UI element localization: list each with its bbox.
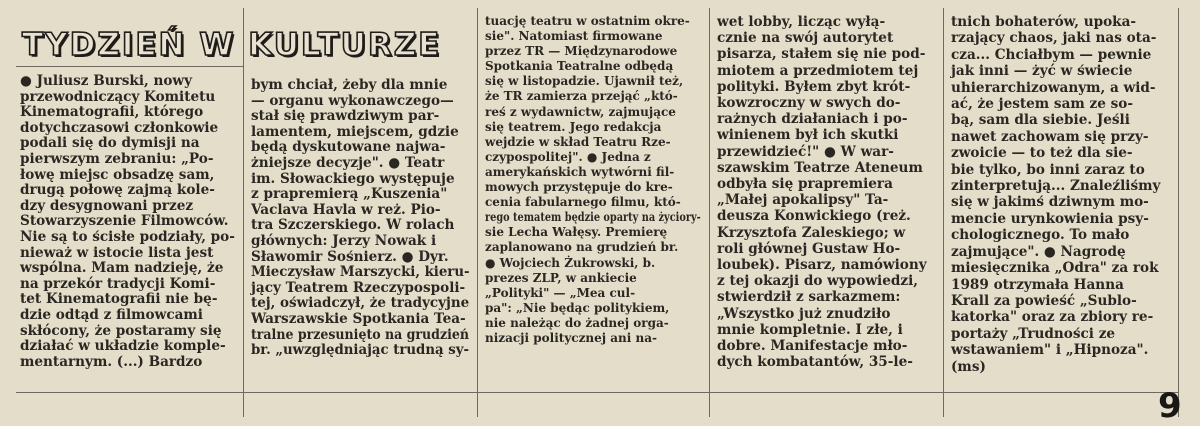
heading-underline — [16, 66, 244, 67]
text-line: winienem był ich skutki — [717, 127, 899, 144]
text-line: przewodniczący Komitetu — [20, 88, 216, 105]
text-line: dzy desygnowani przez — [20, 197, 194, 214]
column-rule — [477, 8, 478, 417]
text-line: zajmujące". ● Nagrodę — [951, 243, 1126, 260]
text-line: „Wszystko już znudziło — [717, 305, 891, 322]
text-line: „Polityki" — „Mea cul- — [485, 285, 636, 300]
text-line: bą, sam dla siebie. Jeśli — [951, 112, 1130, 129]
text-line: cenia fabularnego filmu, któ- — [485, 195, 681, 210]
text-line: ● Juliusz Burski, nowy — [20, 73, 193, 89]
text-line: prezes ZLP, w ankiecie — [485, 270, 637, 285]
text-line: sie Lecha Wałęsy. Premierę — [485, 225, 668, 240]
page-number: 9 — [1158, 386, 1182, 426]
text-line: pa": „Nie będąc politykiem, — [485, 300, 670, 315]
text-line: szawskim Teatrze Ateneum — [717, 159, 923, 176]
text-line: żniejsze decyzje". ● Teatr — [251, 154, 445, 171]
text-line: mnie kompletnie. I złe, i — [717, 321, 903, 338]
text-line: rego tematem będzie oparty na życiory- — [485, 210, 701, 225]
column-rule — [1178, 8, 1179, 417]
text-line: kowzroczny w swych do- — [717, 95, 901, 112]
text-line: chologicznego. To mało — [951, 227, 1130, 244]
text-line: czypospolitej". ● Jedna z — [485, 149, 651, 164]
text-line: tra Szczerskiego. W rolach — [251, 217, 455, 234]
text-line: Krall za powieść „Sublo- — [951, 292, 1137, 309]
text-line: Spotkania Teatralne odbędą — [485, 59, 674, 74]
text-line: wstawaniem" i „Hipnoza". — [951, 342, 1149, 359]
text-line: rażnych działaniach i po- — [717, 111, 908, 128]
text-line: jak inni — żyć w świecie — [951, 63, 1133, 80]
text-line: Krzysztofa Zaleskiego; w — [717, 224, 906, 241]
text-line: mowych przystępuje do kre- — [485, 180, 673, 195]
article-column-3 — [485, 14, 701, 346]
text-line: drugą połowę zajmą kole- — [20, 182, 215, 199]
text-line: deusza Konwickiego (reż. — [717, 208, 911, 225]
text-line: im. Słowackiego występuje — [251, 170, 455, 187]
article-column-5 — [951, 14, 1169, 375]
text-line: przez TR — Międzynarodowe — [485, 44, 678, 59]
text-line: katorka" oraz za zbiory re- — [951, 309, 1154, 326]
text-line: dobre. Manifestacje mło- — [717, 338, 908, 355]
text-line: Kinematografii, którego — [20, 104, 204, 121]
column-rule — [243, 8, 244, 417]
text-line: z prapremierą „Kuszenia" — [251, 186, 448, 203]
text-line: będą dyskutowane najwa- — [251, 139, 446, 156]
text-line: uhierarchizowanym, a wid- — [951, 79, 1156, 96]
text-line: roli głównej Gustaw Ho- — [717, 240, 901, 257]
text-line: odbyła się prapremiera — [717, 176, 893, 193]
text-line: bie tylko, bo inni zaraz to — [951, 161, 1145, 178]
bottom-rule — [16, 392, 1178, 393]
text-line: portaży „Trudności ze — [951, 325, 1116, 342]
text-line: ● Wojciech Żukrowski, b. — [485, 255, 656, 270]
text-line: Nie są to ścisłe podziały, po- — [20, 228, 235, 245]
text-line: tralne przesunięto na grudzień — [251, 326, 469, 343]
text-line: się w listopadzie. Ujawnił też, — [485, 74, 684, 89]
text-line: skłócony, że postaramy się — [20, 322, 222, 339]
text-line: jący Teatrem Rzeczypospoli- — [251, 279, 466, 296]
text-line: Sławomir Sośnierz. ● Dyr. — [251, 248, 449, 265]
article-column-4 — [717, 14, 935, 370]
text-line: (ms) — [951, 358, 986, 375]
text-line: z tej okazji do wypowiedzi, — [717, 273, 918, 290]
text-line: na przekór tradycji Komi- — [20, 275, 216, 292]
text-line: głównych: Jerzy Nowak i — [251, 232, 437, 249]
text-line: zinterpretują... Znaleźliśmy — [951, 178, 1161, 195]
section-heading: TYDZIEŃ W KULTURZE — [22, 27, 442, 63]
column-rule — [943, 8, 944, 417]
text-line: zaplanowano na grudzień br. — [485, 240, 679, 255]
text-line: Warszawskie Spotkania Tea- — [251, 310, 466, 327]
text-line: br. „uwzględniając trudną sy- — [251, 342, 469, 359]
text-line: miesięcznika „Odra" za rok — [951, 260, 1159, 277]
article-column-1 — [20, 74, 237, 370]
text-line: polityki. Byłem zbyt krót- — [717, 78, 911, 95]
text-line: reś z wydawnictw, zajmujące — [485, 104, 676, 119]
text-line: Stowarzyszenie Filmowców. — [20, 213, 229, 230]
text-line: przewidzieć!" ● W war- — [717, 143, 894, 160]
text-line: sie". Natomiast firmowane — [485, 29, 663, 44]
text-line: rzający chaos, jaki nas ota- — [951, 30, 1157, 47]
text-line: lamentem, miejscem, gdzie — [251, 123, 459, 140]
text-line: podali się do dymisji na — [20, 135, 200, 152]
text-line: nieważ w istocie lista jest — [20, 244, 214, 261]
text-line: amerykańskich wytwórni fil- — [485, 164, 675, 179]
column-rule — [709, 8, 710, 417]
text-line: Vaclava Havla w reż. Pio- — [251, 201, 441, 218]
text-line: cza... Chciałbym — pewnie — [951, 46, 1152, 63]
text-line: wejdzie w skład Teatru Rze- — [485, 134, 671, 149]
text-line: stał się prawdziwym par- — [251, 108, 440, 125]
text-line: — organu wykonawczego— — [251, 92, 454, 109]
text-line: nizacji politycznej ani na- — [485, 330, 658, 345]
text-line: loubek). Pisarz, namówiony — [717, 257, 927, 274]
text-line: nie należąc do żadnej orga- — [485, 315, 669, 330]
text-line: 1989 otrzymała Hanna — [951, 276, 1124, 293]
text-line: łowę miejsc obsadzę sam, — [20, 166, 215, 183]
text-line: dotychczasowi członkowie — [20, 119, 219, 136]
text-line: wet lobby, licząc wyłą- — [717, 14, 886, 30]
text-line: dych kombatantów, 35-le- — [717, 354, 913, 371]
text-line: stwierdził z sarkazmem: — [717, 289, 901, 306]
text-line: tnich bohaterów, upoka- — [951, 14, 1137, 30]
text-line: tet Kinematografii nie bę- — [20, 291, 218, 308]
text-line: mentarnym. (...) Bardzo — [20, 353, 203, 370]
text-line: działać w układzie komple- — [20, 338, 226, 355]
text-line: tuację teatru w ostatnim okre- — [485, 14, 690, 28]
text-line: się teatrem. Jego redakcja — [485, 119, 662, 134]
text-line: pierwszym zebraniu: „Po- — [20, 150, 214, 167]
text-line: mencie urynkowienia psy- — [951, 210, 1149, 227]
text-line: się w jakimś dziwnym mo- — [951, 194, 1149, 211]
text-line: pisarza, stałem się nie pod- — [717, 46, 926, 63]
text-line: nawet zachowam się przy- — [951, 128, 1149, 145]
text-line: Mieczysław Marszycki, kieru- — [251, 264, 470, 281]
text-line: cznie na swój autorytet — [717, 30, 894, 47]
text-line: tej, oświadczył, że tradycyjne — [251, 295, 470, 312]
text-line: bym chciał, żeby dla mnie — [251, 77, 448, 93]
text-line: zwoicie — to też dla sie- — [951, 145, 1133, 162]
text-line: ać, że jestem sam ze so- — [951, 96, 1133, 113]
article-column-2 — [251, 78, 469, 359]
text-line: dzie odtąd z filmowcami — [20, 306, 203, 323]
text-line: że TR zamierza przejąć „któ- — [485, 89, 678, 104]
text-line: wspólna. Mam nadzieję, że — [20, 260, 224, 277]
text-line: „Małej apokalipsy" Ta- — [717, 192, 889, 209]
text-line: miotem a przedmiotem tej — [717, 62, 919, 79]
